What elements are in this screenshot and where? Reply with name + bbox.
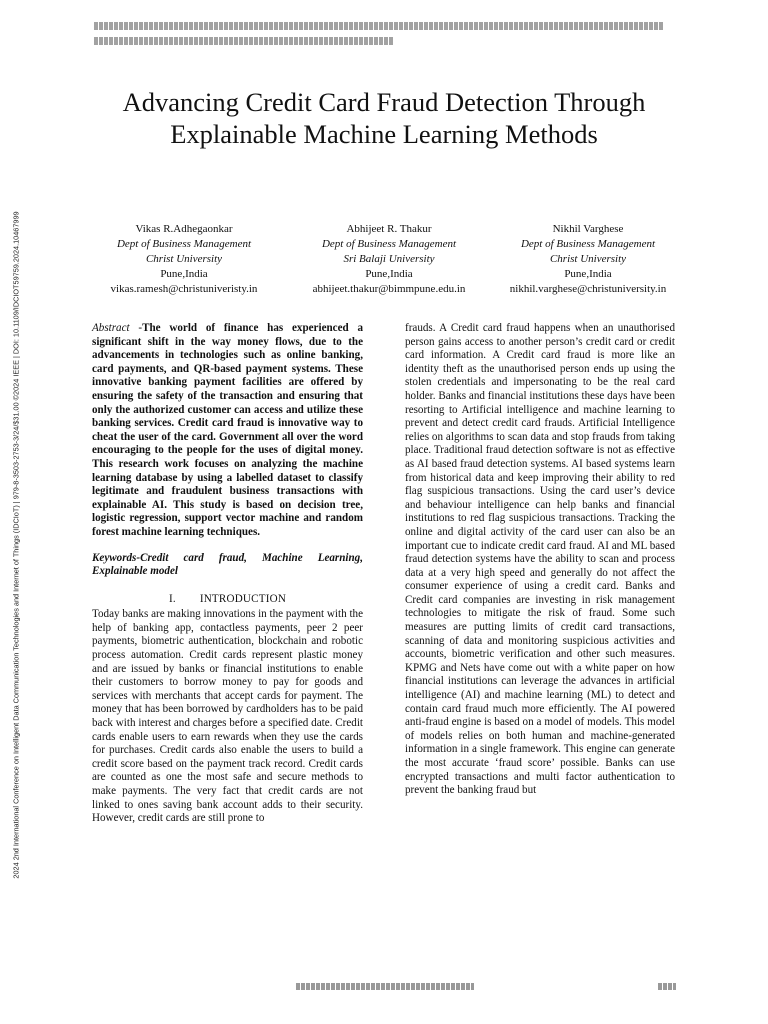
author-email: nikhil.varghese@christuniversity.in [509,283,667,295]
author-name: Abhijeet R. Thakur [346,223,432,235]
page-number-garbled [658,983,676,990]
keywords: Keywords-Credit card fraud, Machine Learning, Explainable model [92,551,363,578]
sidebar-citation-text: 2024 2nd International Conference on Intelligent Data Communication Technologies and Internet of Things (IDCIoT) | 979-8-3503-2753-3/24/$31.00 ©2024 IEEE | DOI: 10.1109/IDCIOT59759.2024.10467999 [11,211,21,879]
author-city: Pune,India [564,268,612,280]
right-column [405,322,675,798]
section-number: I. [168,592,176,605]
author-university: Sri Balaji University [343,253,435,265]
author-dept: Dept of Business Management [116,238,252,250]
author-university: Christ University [549,253,627,265]
author-city: Pune,India [160,268,208,280]
abstract-lead: Abstract - [92,322,143,334]
author-dept: Dept of Business Management [520,238,656,250]
author-block-1 [88,222,280,297]
author-block-2 [276,222,502,297]
abstract [92,322,363,540]
footer-garbled-text [296,983,474,990]
section-title: INTRODUCTION [199,592,287,605]
author-dept: Dept of Business Management [321,238,457,250]
header-garbled-text-line2 [94,37,394,45]
author-name: Vikas R.Adhegaonkar [135,223,233,235]
author-email: vikas.ramesh@christuniveristy.in [110,283,258,295]
author-block-3 [486,222,690,297]
intro-paragraph-left: Today banks are making innovations in the payment with the help of banking app, contactless payments, peer 2 peer payments, biometric authentication, blockchain and robotic process automation. Credit cards represent plastic money and are issued by banks or financial institutions to enable their customers to borrow money to pay for goods and services with merchants that accept cards for payment. The money that has been borrowed by cardholders has to be paid back with interest and charges before a specified date. Credit cards enable users to earn rewards when they use the cards for purchases. Credit cards also enable the users to build a credit score based on the payment track record. Credit cards are counted as one the most safe and secure methods to make payments. The very fact that credit cards are not linked to ones saving bank account adds to their security. However, credit cards are still prone to [92,608,363,825]
paper-title: Advancing Credit Card Fraud Detection Through Explainable Machine Learning Methods [122,87,646,149]
author-university: Christ University [145,253,223,265]
header-garbled-text [94,22,664,30]
author-name: Nikhil Varghese [552,223,624,235]
left-column [92,322,363,826]
section-heading-introduction [92,593,363,607]
intro-paragraph-right: frauds. A Credit card fraud happens when an unauthorised person gains access to another person’s credit card or credit card information. A Credit card fraud is more like an identity theft as the unauthorised person ends up using the stolen credentials and impersonating to be the real card holder. Banks and financial institutions these days have been resorting to Artificial intelligence and machine learning to prevent and detect credit card frauds. Artificial Intelligence relies on algorithms to scan data and stop frauds from taking place. Traditional fraud detection software is not as effective as AI based fraud detection systems. AI based systems learn from historical data and keep improving their ability to red flag suspicious transactions. Using the card user’s device and behaviour intelligence can help banks and financial institutions to red flag suspicious transactions. Tracking the online and digital activity of the card user can also be an important cue to indicate credit card fraud. AI and ML based fraud detection systems have the ability to scan and process data at a very high speed and generally do not affect the consumer experience of using a credit card. Banks and Credit card companies are investing in risk management technologies to mitigate the risk of fraud. Some such measures are putting limits of credit card transactions, scanning of data and monitoring suspicious activities and accounts, biometric verification and other such measures. KPMG and Nets have come out with a white paper on how financial institutions can leverage the advances in artificial intelligence (AI) and machine learning (ML) to detect and contain card fraud much more efficiently. The AI powered anti-fraud engine is based on a model of models. This model of models relies on both human and machine-generated information in a single framework. This engine can generate the most accurate ‘fraud score’ possible. Banks can use encrypted transactions and multi factor authentication to prevent the banking fraud but [405,322,675,797]
sidebar-citation [8,135,24,955]
author-city: Pune,India [365,268,413,280]
abstract-text: The world of finance has experienced a significant shift in the way money flows, due to the advancements in technologies such as online banking, card payments, and QR-based payment systems. These innovative banking payment facilities are offered by ensuring the safety of the transaction and ensuring that only the authorized customer can access and utilize these banking services. Credit card fraud is innovative way to cheat the user of the card. Government all over the word encouraging to the people for the uses of digital money. This research work focuses on analyzing the machine learning database by using a labelled dataset to classify legitimate and fraudulent business transactions with explainable AI. This study is based on decision tree, logistic regression, support vector machine and random forest machine learning techniques. [92,322,364,538]
author-email: abhijeet.thakur@bimmpune.edu.in [312,283,466,295]
